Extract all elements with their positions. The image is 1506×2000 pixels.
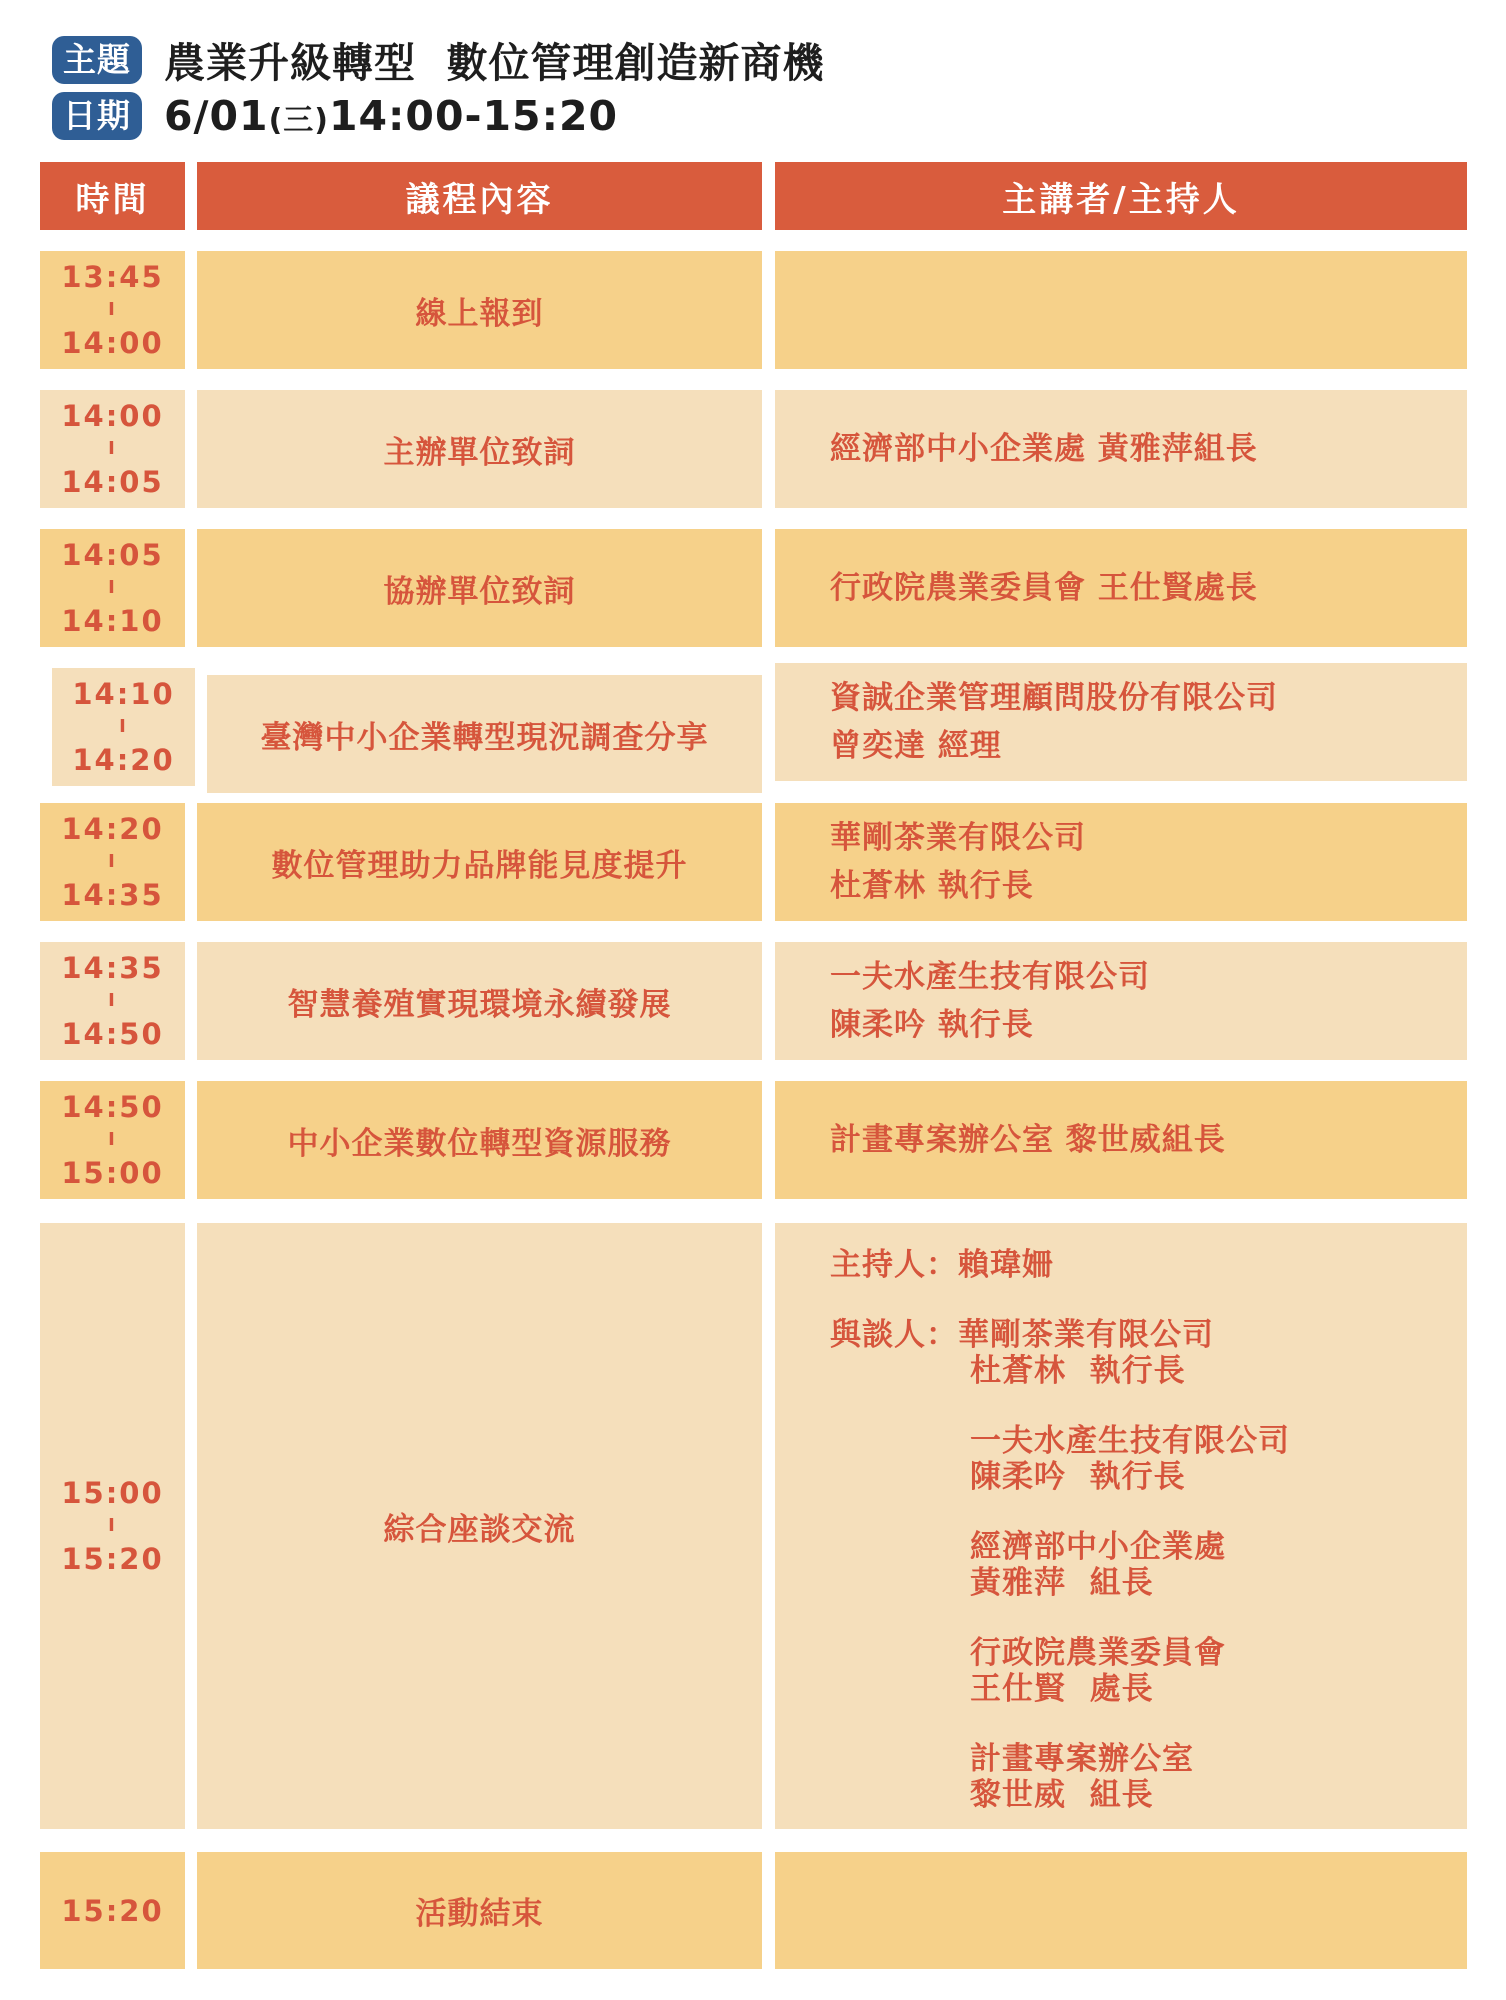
time-separator: I <box>108 990 117 1011</box>
time-start: 15:00 <box>61 1476 164 1510</box>
date-badge: 日期 <box>52 92 142 140</box>
topic-line <box>52 30 825 89</box>
time-start: 14:00 <box>61 399 164 433</box>
date-time: 14:00-15:20 <box>328 92 619 140</box>
panel-speaker-cell <box>775 1223 1467 1829</box>
date-text <box>164 92 618 140</box>
speaker-line: 一夫水產生技有限公司 <box>830 959 1150 995</box>
speaker-cell <box>775 1081 1467 1199</box>
panelist-org: 行政院農業委員會 <box>970 1635 1226 1671</box>
panelist-name: 杜蒼林 執行長 <box>970 1353 1186 1389</box>
row-time <box>40 803 185 921</box>
panel-spacer <box>830 1601 1467 1635</box>
date-line <box>52 92 618 140</box>
row-time <box>40 942 185 1060</box>
speaker-cell <box>775 529 1467 647</box>
time-separator: I <box>108 299 117 320</box>
time-end: 15:00 <box>61 1156 164 1190</box>
agenda-item: 智慧養殖實現環境永續發展 <box>197 942 762 1060</box>
time-separator: I <box>119 716 128 737</box>
time-start: 14:50 <box>61 1090 164 1124</box>
speaker-cell <box>775 251 1467 369</box>
panelists-label: 與談人： <box>830 1317 958 1353</box>
column-header-agenda: 議程內容 <box>197 162 762 230</box>
column-header-time: 時間 <box>40 162 185 230</box>
topic-badge: 主題 <box>52 36 142 84</box>
time-end: 14:50 <box>61 1017 164 1051</box>
agenda-item: 綜合座談交流 <box>197 1223 762 1829</box>
time-end: 14:00 <box>61 326 164 360</box>
agenda-item: 線上報到 <box>197 251 762 369</box>
agenda-item: 協辦單位致詞 <box>197 529 762 647</box>
time-end: 14:20 <box>72 743 175 777</box>
speaker-line: 資誠企業管理顧問股份有限公司 <box>830 680 1278 716</box>
speaker-cell <box>775 942 1467 1060</box>
time-separator: I <box>108 851 117 872</box>
row-time <box>52 668 195 786</box>
panelist-name: 王仕賢 處長 <box>970 1671 1154 1707</box>
panelist-name: 黃雅萍 組長 <box>970 1565 1154 1601</box>
panelist-org: 華剛茶業有限公司 <box>958 1317 1214 1353</box>
time-separator: I <box>108 1129 117 1150</box>
agenda-item: 主辦單位致詞 <box>197 390 762 508</box>
agenda-item: 數位管理助力品牌能見度提升 <box>197 803 762 921</box>
speaker-cell <box>775 390 1467 508</box>
panel-spacer <box>830 1707 1467 1741</box>
time-separator: I <box>108 438 117 459</box>
panelist-1 <box>830 1317 1467 1353</box>
row-time <box>40 1081 185 1199</box>
speaker-line: 華剛茶業有限公司 <box>830 820 1086 856</box>
panel-spacer <box>830 1283 1467 1317</box>
time-start: 14:10 <box>72 677 175 711</box>
agenda-item: 中小企業數位轉型資源服務 <box>197 1081 762 1199</box>
speaker-line: 陳柔吟 執行長 <box>830 1007 1034 1043</box>
agenda-item: 活動結束 <box>197 1852 762 1969</box>
time-start: 14:05 <box>61 538 164 572</box>
panel-spacer <box>830 1495 1467 1529</box>
speaker-line: 計畫專案辦公室 黎世威組長 <box>830 1122 1226 1158</box>
speaker-line: 曾奕達 經理 <box>830 728 1002 764</box>
time-end: 15:20 <box>61 1542 164 1576</box>
panelist-org: 計畫專案辦公室 <box>970 1741 1194 1777</box>
speaker-cell <box>775 663 1467 781</box>
panelist-name: 陳柔吟 執行長 <box>970 1459 1186 1495</box>
agenda-item: 臺灣中小企業轉型現況調查分享 <box>207 675 762 793</box>
topic-title: 農業升級轉型 數位管理創造新商機 <box>164 39 825 87</box>
row-time <box>40 251 185 369</box>
time-start: 14:35 <box>61 951 164 985</box>
time-separator: I <box>108 1515 117 1536</box>
time-end: 14:05 <box>61 465 164 499</box>
time-start: 14:20 <box>61 812 164 846</box>
panelist-org: 經濟部中小企業處 <box>970 1529 1226 1565</box>
time-start: 13:45 <box>61 260 164 294</box>
panelist-org: 一夫水產生技有限公司 <box>970 1423 1290 1459</box>
column-header-speaker: 主講者/主持人 <box>775 162 1467 230</box>
time-end: 14:35 <box>61 878 164 912</box>
panel-spacer <box>830 1389 1467 1423</box>
row-time <box>40 390 185 508</box>
date-main: 6/01 <box>164 92 269 140</box>
time-start: 15:20 <box>61 1893 164 1928</box>
panel-host: 主持人：賴瑋姍 <box>830 1247 1054 1283</box>
speaker-line: 經濟部中小企業處 黃雅萍組長 <box>830 431 1258 467</box>
panelist-name: 黎世威 組長 <box>970 1777 1154 1813</box>
date-day: (三) <box>268 103 329 138</box>
row-time <box>40 1223 185 1829</box>
speaker-cell <box>775 1852 1467 1969</box>
row-time <box>40 1852 185 1969</box>
speaker-line: 杜蒼林 執行長 <box>830 868 1034 904</box>
time-end: 14:10 <box>61 604 164 638</box>
time-separator: I <box>108 577 117 598</box>
speaker-line: 行政院農業委員會 王仕賢處長 <box>830 570 1258 606</box>
row-time <box>40 529 185 647</box>
speaker-cell <box>775 803 1467 921</box>
